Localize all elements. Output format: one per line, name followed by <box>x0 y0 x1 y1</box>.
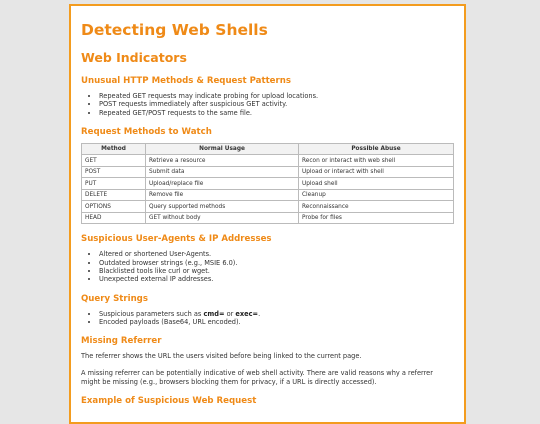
cell-method: OPTIONS <box>82 201 146 213</box>
user-agents-list <box>81 250 454 283</box>
column-header-possible-abuse: Possible Abuse <box>299 143 454 155</box>
subheading-request-methods: Request Methods to Watch <box>81 126 212 137</box>
subheading-query-strings: Query Strings <box>81 293 148 304</box>
table-row <box>82 155 454 167</box>
cell-method: GET <box>82 155 146 167</box>
subheading-example-request: Example of Suspicious Web Request <box>81 395 257 406</box>
section-heading-web-indicators: Web Indicators <box>81 50 187 65</box>
cell-normal-usage: Retrieve a resource <box>146 155 299 167</box>
list-item: • Repeated GET requests may indicate probing for upload locations. <box>99 92 454 100</box>
column-header-method: Method <box>82 143 146 155</box>
subheading-http-methods: Unusual HTTP Methods & Request Patterns <box>81 76 291 86</box>
subheading-user-agents: Suspicious User-Agents & IP Addresses <box>81 234 272 245</box>
list-item: • POST requests immediately after suspicious GET activity. <box>99 100 454 108</box>
cell-normal-usage: Submit data <box>146 166 299 178</box>
table-header-row <box>82 143 454 155</box>
list-item: • Altered or shortened User-Agents. <box>99 250 454 258</box>
table-row <box>82 212 454 224</box>
table-row <box>82 201 454 213</box>
code-cmd: cmd= <box>203 309 225 318</box>
code-exec: exec= <box>235 309 259 318</box>
list-item-text: or <box>224 309 236 318</box>
cell-normal-usage: Remove file <box>146 189 299 201</box>
column-header-normal-usage: Normal Usage <box>146 143 299 155</box>
cell-normal-usage: Upload/replace file <box>146 178 299 190</box>
table-row <box>82 189 454 201</box>
list-item: • Encoded payloads (Base64, URL encoded). <box>99 318 454 326</box>
list-item: • Blacklisted tools like curl or wget. <box>99 267 454 275</box>
list-item: • Outdated browser strings (e.g., MSIE 6.0). <box>99 259 454 267</box>
page-title: Detecting Web Shells <box>81 21 268 39</box>
list-item: • Repeated GET/POST requests to the same file. <box>99 109 454 117</box>
cell-possible-abuse: Probe for files <box>299 212 454 224</box>
cell-normal-usage: Query supported methods <box>146 201 299 213</box>
cell-method: PUT <box>82 178 146 190</box>
document-page <box>69 4 466 424</box>
cell-possible-abuse: Upload shell <box>299 178 454 190</box>
paragraph: A missing referrer can be potentially indicative of web shell activity. There are valid reasons why a referrer might be missing (e.g., browsers blocking them for privacy, if a URL is directly accessed). <box>81 368 433 386</box>
cell-possible-abuse: Recon or interact with web shell <box>299 155 454 167</box>
list-item: • Unexpected external IP addresses. <box>99 275 454 283</box>
cell-method: HEAD <box>82 212 146 224</box>
list-item <box>99 310 454 318</box>
cell-possible-abuse: Cleanup <box>299 189 454 201</box>
paragraph: The referrer shows the URL the users visited before being linked to the current page. <box>81 352 362 361</box>
query-strings-list <box>81 310 454 327</box>
http-methods-list <box>81 92 454 117</box>
list-item-text: . <box>258 309 261 318</box>
cell-possible-abuse: Reconnaissance <box>299 201 454 213</box>
list-item-text: Suspicious parameters such as <box>99 309 204 318</box>
request-methods-table <box>81 143 454 225</box>
table-row <box>82 166 454 178</box>
subheading-missing-referrer: Missing Referrer <box>81 336 162 347</box>
cell-possible-abuse: Upload or interact with shell <box>299 166 454 178</box>
cell-normal-usage: GET without body <box>146 212 299 224</box>
cell-method: DELETE <box>82 189 146 201</box>
table-row <box>82 178 454 190</box>
cell-method: POST <box>82 166 146 178</box>
